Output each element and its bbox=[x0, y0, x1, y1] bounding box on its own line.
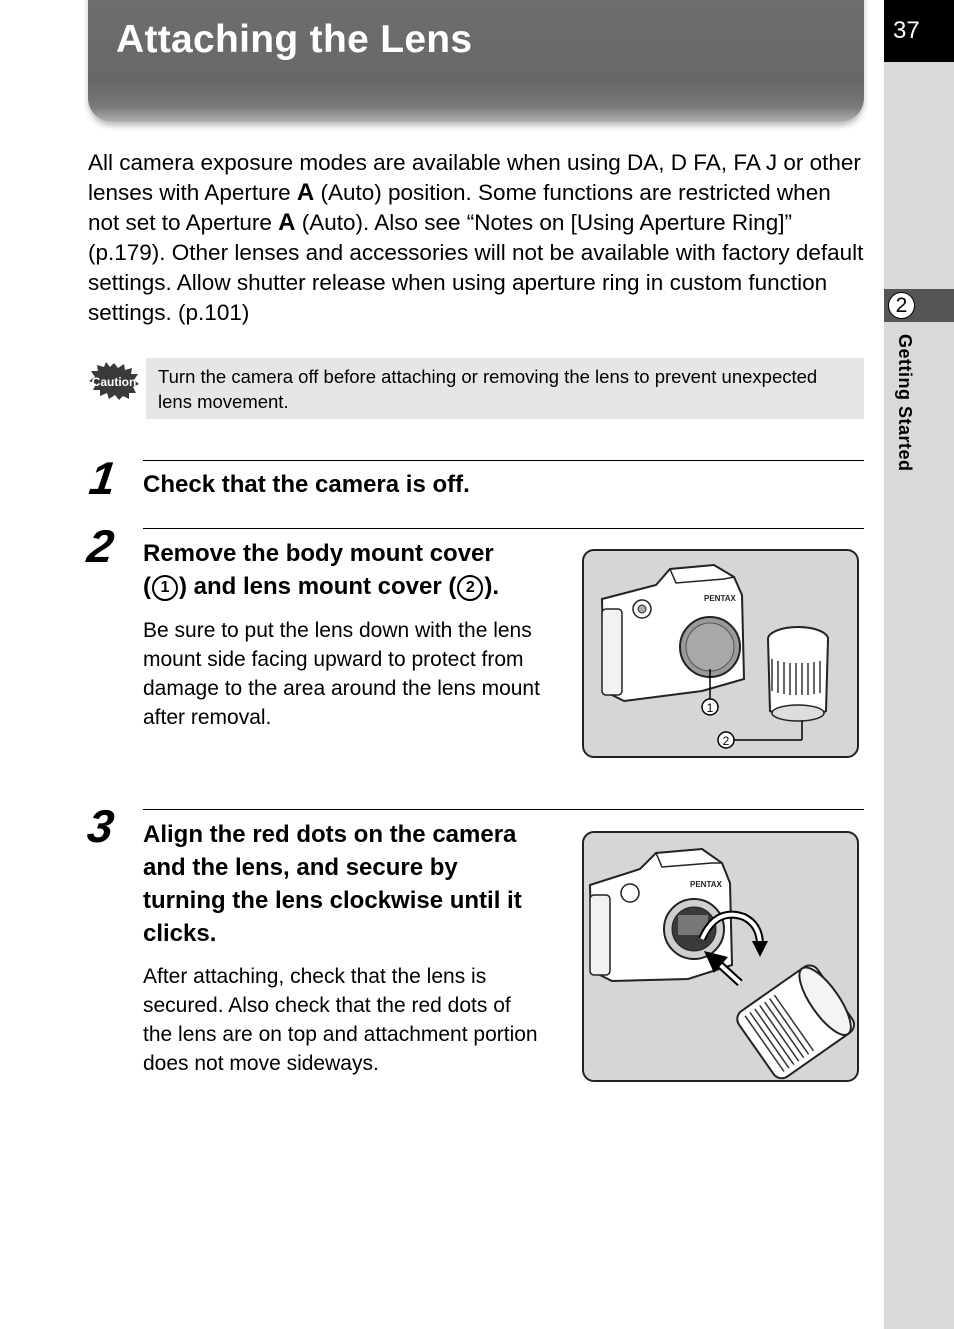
aperture-a-symbol: A bbox=[278, 209, 296, 236]
intro-paragraph: All camera exposure modes are available when using DA, D FA, FA J or other lenses with Aperture A (Auto) position. Some functions are restricted when not set to Aperture A (Auto). Also see “Notes on [Using Aperture Ring]” (p.179). Other lenses and accessories will not be available with factory default settings. Allow shutter release when using aperture ring in custom function settings. (p.101) bbox=[88, 150, 864, 325]
step-body: After attaching, check that the lens is secured. Also check that the red dots of the lens are on top and attachment portion does not move sideways. bbox=[143, 965, 538, 1075]
side-strip bbox=[884, 0, 954, 1329]
step-number: 1 bbox=[86, 452, 120, 504]
callout-1: 1 bbox=[706, 701, 714, 715]
step-number: 2 bbox=[84, 520, 118, 572]
step-title: Align the red dots on the camera and the lens, and secure by turning the lens clockwise until it clicks. bbox=[143, 821, 522, 947]
step-number: 3 bbox=[84, 800, 118, 852]
callout-2: 2 bbox=[722, 734, 730, 748]
chapter-label: Getting Started bbox=[895, 334, 915, 472]
attach-lens-drawing bbox=[584, 833, 857, 1080]
step-title: Check that the camera is off. bbox=[143, 471, 470, 498]
step-divider bbox=[143, 528, 864, 529]
page-title: Attaching the Lens bbox=[116, 18, 473, 61]
brand-logo: PENTAX bbox=[690, 880, 722, 889]
illustration-remove-covers bbox=[582, 549, 859, 758]
chapter-number: 2 bbox=[888, 292, 915, 319]
marker-2: 2 bbox=[457, 575, 483, 601]
camera-and-lens-drawing bbox=[584, 551, 857, 756]
step-divider bbox=[143, 809, 864, 810]
step-body: Be sure to put the lens down with the lens mount side facing upward to protect from damage to the area around the lens mount after removal. bbox=[143, 619, 540, 729]
page-number: 37 bbox=[884, 0, 954, 62]
brand-logo: PENTAX bbox=[704, 594, 736, 603]
caution-icon bbox=[88, 362, 140, 400]
step-title: Remove the body mount cover ( 1 ) and lens mount cover ( 2 ). bbox=[143, 540, 500, 600]
step-divider bbox=[143, 460, 864, 461]
caution-box: Turn the camera off before attaching or removing the lens to prevent unexpected lens movement. bbox=[146, 358, 864, 419]
marker-1: 1 bbox=[152, 575, 178, 601]
aperture-a-symbol: A bbox=[296, 179, 315, 206]
caution-icon-label: Caution bbox=[91, 375, 137, 389]
illustration-attach-lens bbox=[582, 831, 859, 1082]
